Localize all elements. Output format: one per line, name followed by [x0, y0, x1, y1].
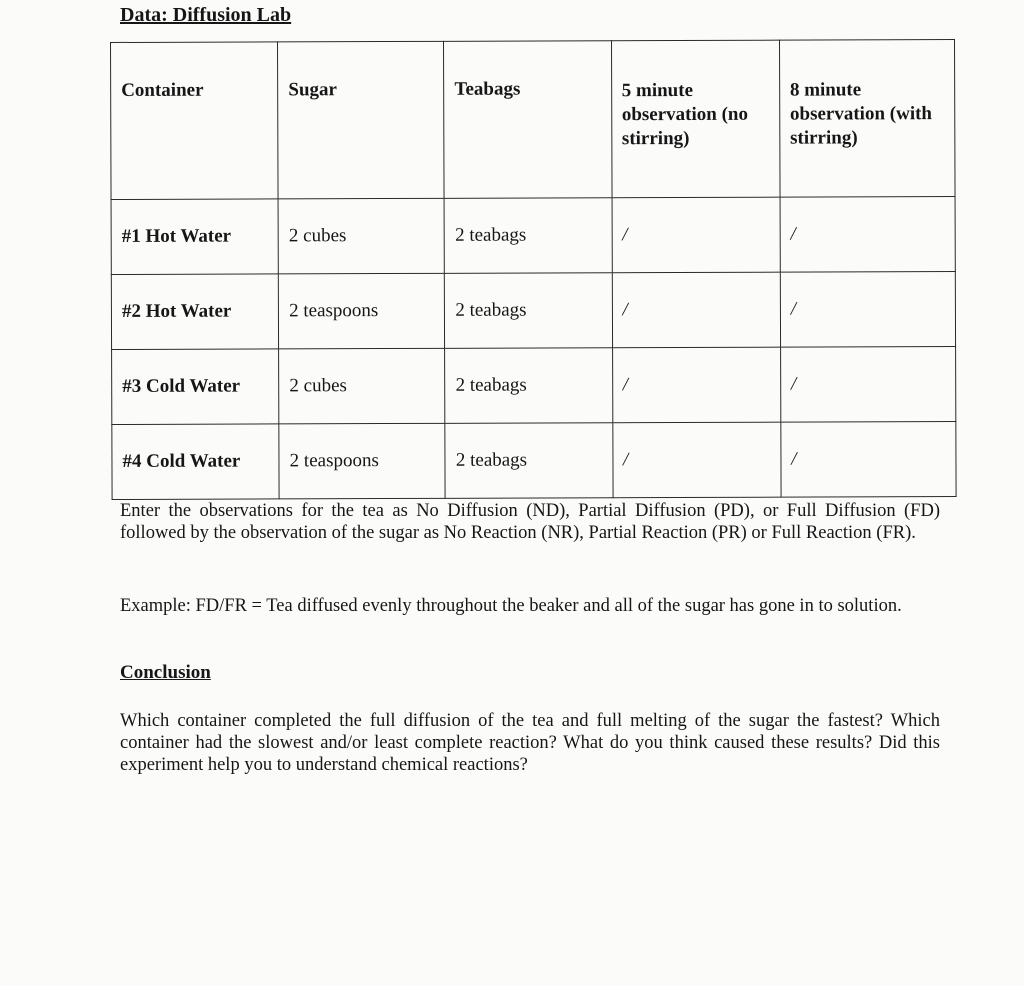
table-row	[111, 197, 955, 275]
observation-8min-cell: /	[780, 197, 956, 273]
data-table	[110, 39, 957, 500]
conclusion-questions: Which container completed the full diffusion of the tea and full melting of the sugar the fastest? Which container had the slowest and/or least complete reaction? What do you think caused these results? Did this experiment help you to understand chemical reactions?	[120, 711, 940, 775]
header-8-minute-observation: 8 minute observation (with stirring)	[779, 40, 955, 198]
teabags-cell: 2 teabags	[444, 198, 611, 274]
container-cell: #4 Cold Water	[112, 424, 279, 500]
sugar-cell: 2 teaspoons	[278, 273, 444, 349]
sugar-cell: 2 teaspoons	[279, 423, 445, 499]
table-header-row	[111, 40, 956, 200]
teabags-cell: 2 teabags	[445, 423, 612, 499]
teabags-cell: 2 teabags	[445, 348, 612, 424]
observation-8min-cell: /	[781, 422, 957, 498]
container-cell: #1 Hot Water	[111, 199, 278, 275]
table-row	[112, 347, 956, 425]
header-sugar: Sugar	[278, 41, 445, 199]
table-row	[112, 422, 956, 500]
observation-5min-cell: /	[612, 272, 780, 348]
instructions-paragraph: Enter the observations for the tea as No Diffusion (ND), Partial Diffusion (PD), or Full Diffusion (FD) followed by the observation of the sugar as No Reaction (NR), Partial Reaction (PR) or Full Reaction (FR).	[120, 501, 940, 543]
conclusion-heading: Conclusion	[120, 662, 211, 683]
container-cell: #2 Hot Water	[111, 274, 278, 350]
observation-8min-cell: /	[780, 272, 956, 348]
sugar-cell: 2 cubes	[279, 348, 445, 424]
header-5-minute-observation: 5 minute observation (no stirring)	[611, 40, 780, 198]
observation-5min-cell: /	[612, 347, 780, 423]
header-teabags: Teabags	[444, 41, 612, 199]
observation-5min-cell: /	[612, 197, 780, 273]
observation-8min-cell: /	[780, 347, 956, 423]
example-paragraph: Example: FD/FR = Tea diffused evenly throughout the beaker and all of the sugar has gone in to solution.	[120, 596, 902, 616]
teabags-cell: 2 teabags	[445, 273, 612, 349]
page-title: Data: Diffusion Lab	[120, 4, 292, 26]
header-container: Container	[111, 42, 279, 200]
table-row	[111, 272, 955, 350]
container-cell: #3 Cold Water	[112, 349, 279, 425]
observation-5min-cell: /	[612, 422, 780, 498]
sugar-cell: 2 cubes	[278, 198, 444, 274]
